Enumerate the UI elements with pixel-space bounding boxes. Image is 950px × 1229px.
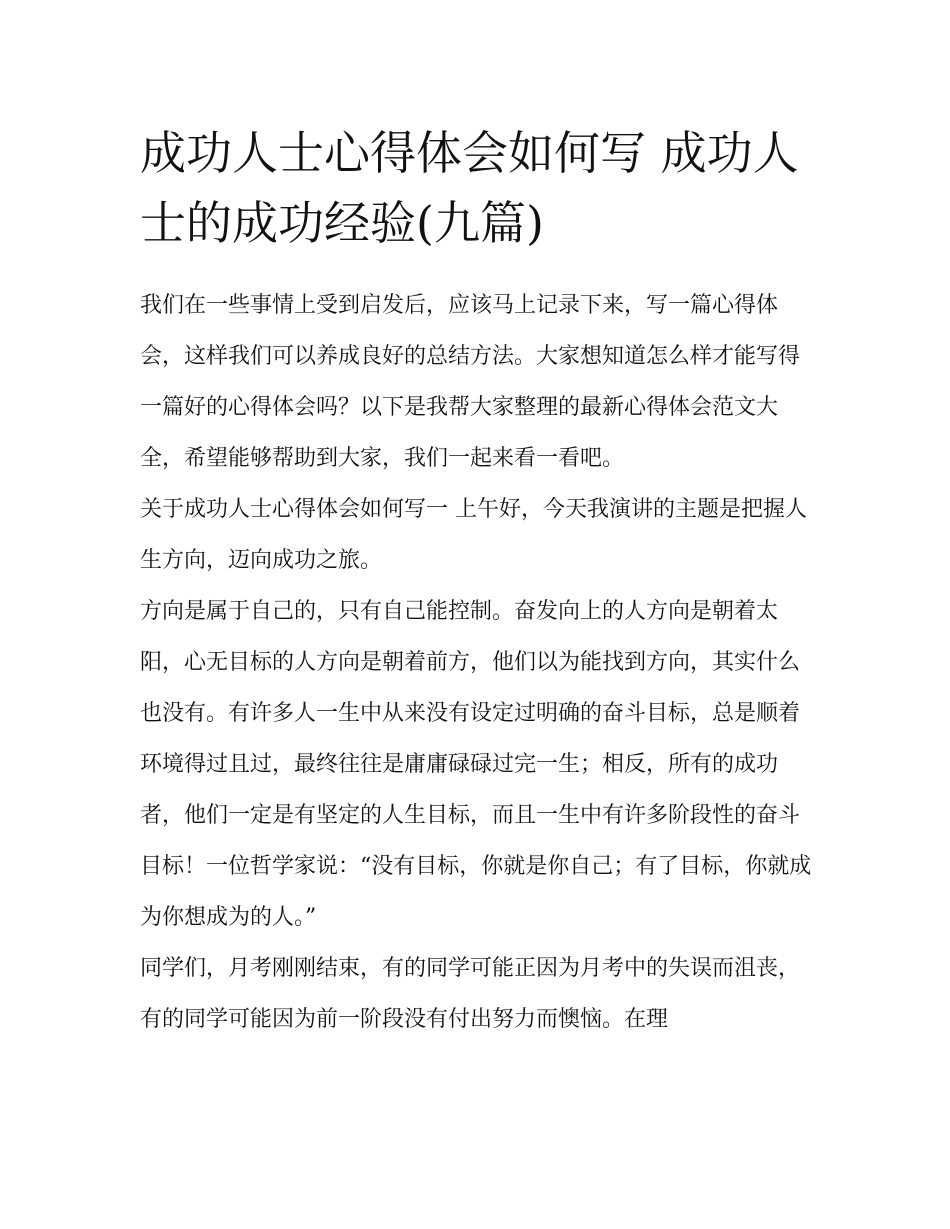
document-body (140, 280, 820, 1045)
document-title: 成功人士心得体会如何写 成功人士的成功经验(九篇) (140, 126, 799, 250)
paragraph-speech-opening: 关于成功人士心得体会如何写一 上午好，今天我演讲的主题是把握人生方向，迈向成功之旅。 (140, 497, 807, 573)
paragraph-direction: 方向是属于自己的，只有自己能控制。奋发向上的人方向是朝着太阳，心无目标的人方向是朝着前方，他们以为能找到方向，其实什么也没有。有许多人一生中从来没有设定过明确的奋斗目标，总是顺着环境得过且过，最终往往是庸庸碌碌过完一生；相反，所有的成功者，他们一定是有坚定的人生目标，而且一生中有许多阶段性的奋斗目标！一位哲学家说：“没有目标，你就是你自己；有了目标，你就成为你想成为的人。” (140, 599, 812, 930)
paragraph-intro: 我们在一些事情上受到启发后，应该马上记录下来，写一篇心得体会，这样我们可以养成良好的总结方法。大家想知道怎么样才能写得一篇好的心得体会吗？以下是我帮大家整理的最新心得体会范文大全，希望能够帮助到大家，我们一起来看一看吧。 (140, 293, 801, 471)
paragraph-exam: 同学们，月考刚刚结束，有的同学可能正因为月考中的失误而沮丧，有的同学可能因为前一阶段没有付出努力而懊恼。在理 (140, 956, 801, 1032)
